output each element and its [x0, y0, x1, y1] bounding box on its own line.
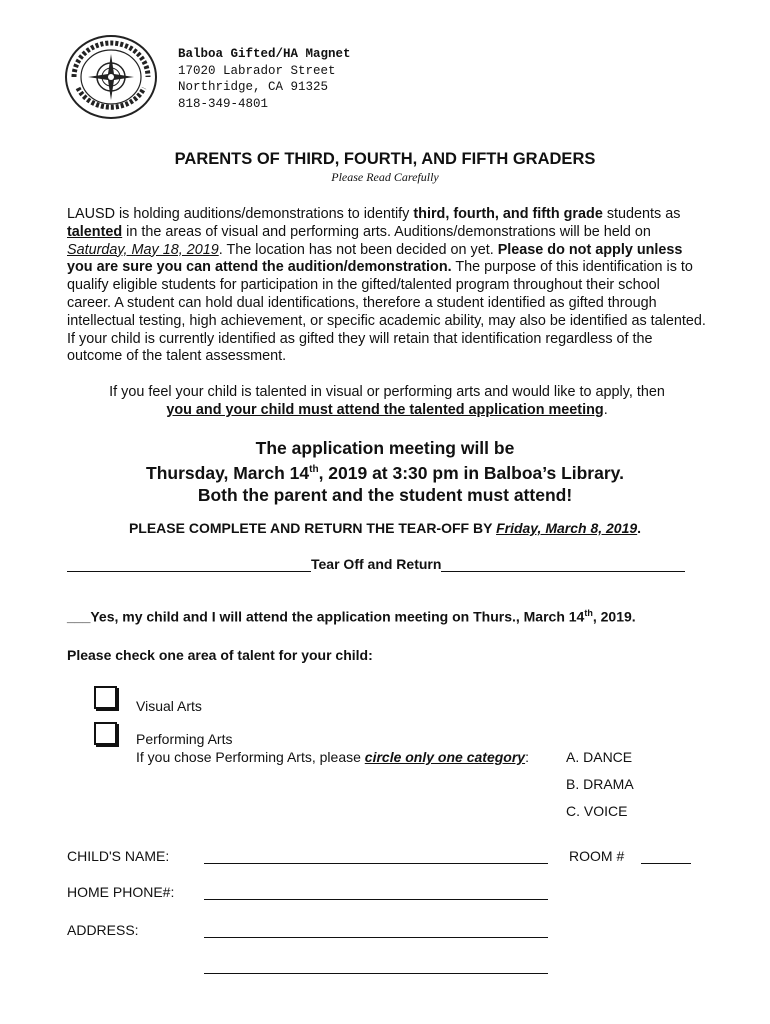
intro-text: students as	[602, 206, 681, 222]
meeting-announcement	[0, 437, 770, 506]
child-name-label: CHILD'S NAME:	[67, 848, 170, 864]
tear-line-right	[441, 570, 685, 572]
return-text: PLEASE COMPLETE AND RETURN THE TEAR-OFF BY	[128, 520, 497, 536]
performing-arts-note	[136, 749, 529, 765]
ordinal-suffix: th	[309, 464, 319, 475]
talented-emphasis: talented	[67, 223, 123, 240]
warning-text: Please do not apply unless you are sure you can attend the audition/demonstration.	[67, 241, 683, 276]
page-title: PARENTS OF THIRD, FOURTH, AND FIFTH GRADERS	[174, 150, 596, 168]
intro-text: LAUSD is holding auditions/demonstrations to identify	[67, 206, 414, 222]
school-logo	[64, 34, 158, 120]
yes-blank[interactable]: ___	[67, 608, 91, 625]
tear-off-divider	[67, 556, 685, 572]
school-name: Balboa Gifted/HA Magnet	[178, 47, 351, 61]
meeting-requirement: you and your child must attend the talented application meeting	[166, 401, 604, 418]
child-name-field[interactable]	[204, 862, 548, 864]
meeting-line-3: Both the parent and the student must attend!	[197, 484, 573, 505]
apply-paragraph	[67, 384, 707, 420]
apply-text: .	[603, 401, 608, 418]
school-street: 17020 Labrador Street	[178, 63, 336, 78]
home-phone-field[interactable]	[204, 898, 548, 900]
attendance-confirmation[interactable]	[67, 608, 636, 625]
room-label: ROOM #	[569, 848, 625, 864]
intro-text: The purpose of this identification is to qualify eligible students for participation in the gifted/talented program throughout their school career. A student can hold dual identifications, therefore a student identified as gifted through intellectual testing, high achievement, or specific academic ability, may also be identified as talented. If your child is currently identified as gifted they will retain that identification regardless of the outcome of the talent assessment.	[67, 259, 706, 365]
address-field-line-1[interactable]	[204, 936, 548, 938]
meeting-line-1: The application meeting will be	[255, 438, 515, 458]
return-date: Friday, March 8, 2019	[496, 520, 638, 536]
intro-paragraph	[67, 206, 707, 366]
tear-off-label: Tear Off and Return	[311, 556, 442, 572]
meeting-time-place: , 2019 at 3:30 pm in Balboa’s Library.	[318, 462, 624, 483]
return-text: .	[637, 520, 642, 536]
return-instruction	[0, 520, 770, 536]
page-subtitle: Please Read Carefully	[331, 170, 439, 184]
home-phone-label: HOME PHONE#:	[67, 884, 175, 900]
compass-seal-icon	[64, 34, 158, 120]
intro-text: . The location has not been decided on yet.	[218, 241, 498, 258]
category-dance[interactable]: A. DANCE	[566, 749, 633, 765]
apply-text: If you feel your child is talented in visual or performing arts and would like to apply, then	[109, 384, 665, 400]
category-drama[interactable]: B. DRAMA	[566, 776, 634, 792]
ordinal-suffix: th	[584, 608, 593, 618]
note-text: If you chose Performing Arts, please	[136, 749, 365, 765]
yes-text: Yes, my child and I will attend the application meeting on Thurs., March 14	[90, 608, 585, 625]
meeting-date: Thursday, March 14	[146, 462, 310, 483]
school-city: Northridge, CA 91325	[178, 80, 329, 94]
talent-prompt: Please check one area of talent for your child:	[67, 647, 373, 663]
school-phone: 818-349-4801	[178, 96, 269, 111]
visual-arts-label: Visual Arts	[136, 698, 202, 714]
audition-date: Saturday, May 18, 2019	[67, 241, 219, 258]
note-text: :	[525, 749, 529, 765]
address-label: ADDRESS:	[67, 922, 139, 938]
intro-text: in the areas of visual and performing arts. Auditions/demonstrations will be held on	[122, 223, 651, 240]
address-field-line-2[interactable]	[204, 972, 548, 974]
performing-arts-checkbox[interactable]	[94, 722, 117, 745]
school-address-block	[178, 46, 351, 112]
category-voice[interactable]: C. VOICE	[566, 803, 628, 819]
room-field[interactable]	[641, 862, 691, 864]
performing-arts-label: Performing Arts	[136, 731, 233, 747]
meeting-line-2	[0, 459, 770, 484]
grades-emphasis: third, fourth, and fifth grade	[413, 206, 603, 222]
tear-line-left	[67, 570, 311, 572]
circle-instruction: circle only one category	[364, 749, 526, 765]
yes-text: , 2019.	[592, 608, 636, 625]
visual-arts-checkbox[interactable]	[94, 686, 117, 709]
